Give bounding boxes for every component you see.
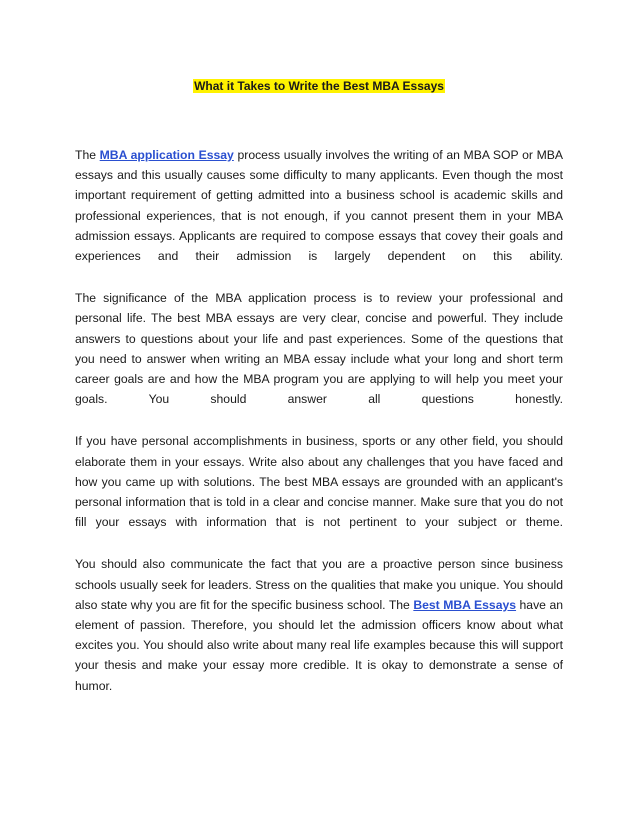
mba-application-essay-link[interactable]: MBA application Essay [99,148,234,162]
best-mba-essays-link[interactable]: Best MBA Essays [413,597,517,612]
paragraph-1 [75,145,563,266]
p4-pre: You should also communicate the fact that you are a proactive person since business schools usually seek for leaders. Stress on the qualities that make you unique. You should also state why you are fit for the specific business school. The [75,557,563,612]
document-body [75,145,563,718]
title-text: What it Takes to Write the Best MBA Essays [194,79,444,93]
paragraph-2: The significance of the MBA application process is to review your professional and personal life. The best MBA essays are very clear, concise and powerful. They include answers to questions about your life and past experiences. Some of the questions that you need to answer when writing an MBA essay include what your long and short term career goals are and how the MBA program you are applying to will help you meet your goals. You should answer all questions honestly. [75,291,563,407]
paragraph-4 [75,554,563,695]
document-title [0,78,638,94]
paragraph-3: If you have personal accomplishments in business, sports or any other field, you should elaborate them in your essays. Write also about any challenges that you have faced and how you came up with solutions. The best MBA essays are grounded with an applicant's personal information that is told in a clear and concise manner. Make sure that you do not fill your essays with information that is not pertinent to your subject or theme. [75,434,563,530]
p1-pre: The [75,148,100,162]
p4-post: have an element of passion. Therefore, you should let the admission officers know about what excites you. You should also write about many real life examples because this will support your thesis and make your essay more credible. It is okay to demonstrate a sense of humor. [75,597,564,693]
p1-post: process usually involves the writing of an MBA SOP or MBA essays and this usually causes some difficulty to many applicants. Even though the most important requirement of getting admitted into a business school is academic skills and professional experiences, that is not enough, if you cannot present them in your MBA admission essays. Applicants are required to compose essays that covey their goals and experiences and their admission is largely dependent on this ability. [75,148,563,264]
